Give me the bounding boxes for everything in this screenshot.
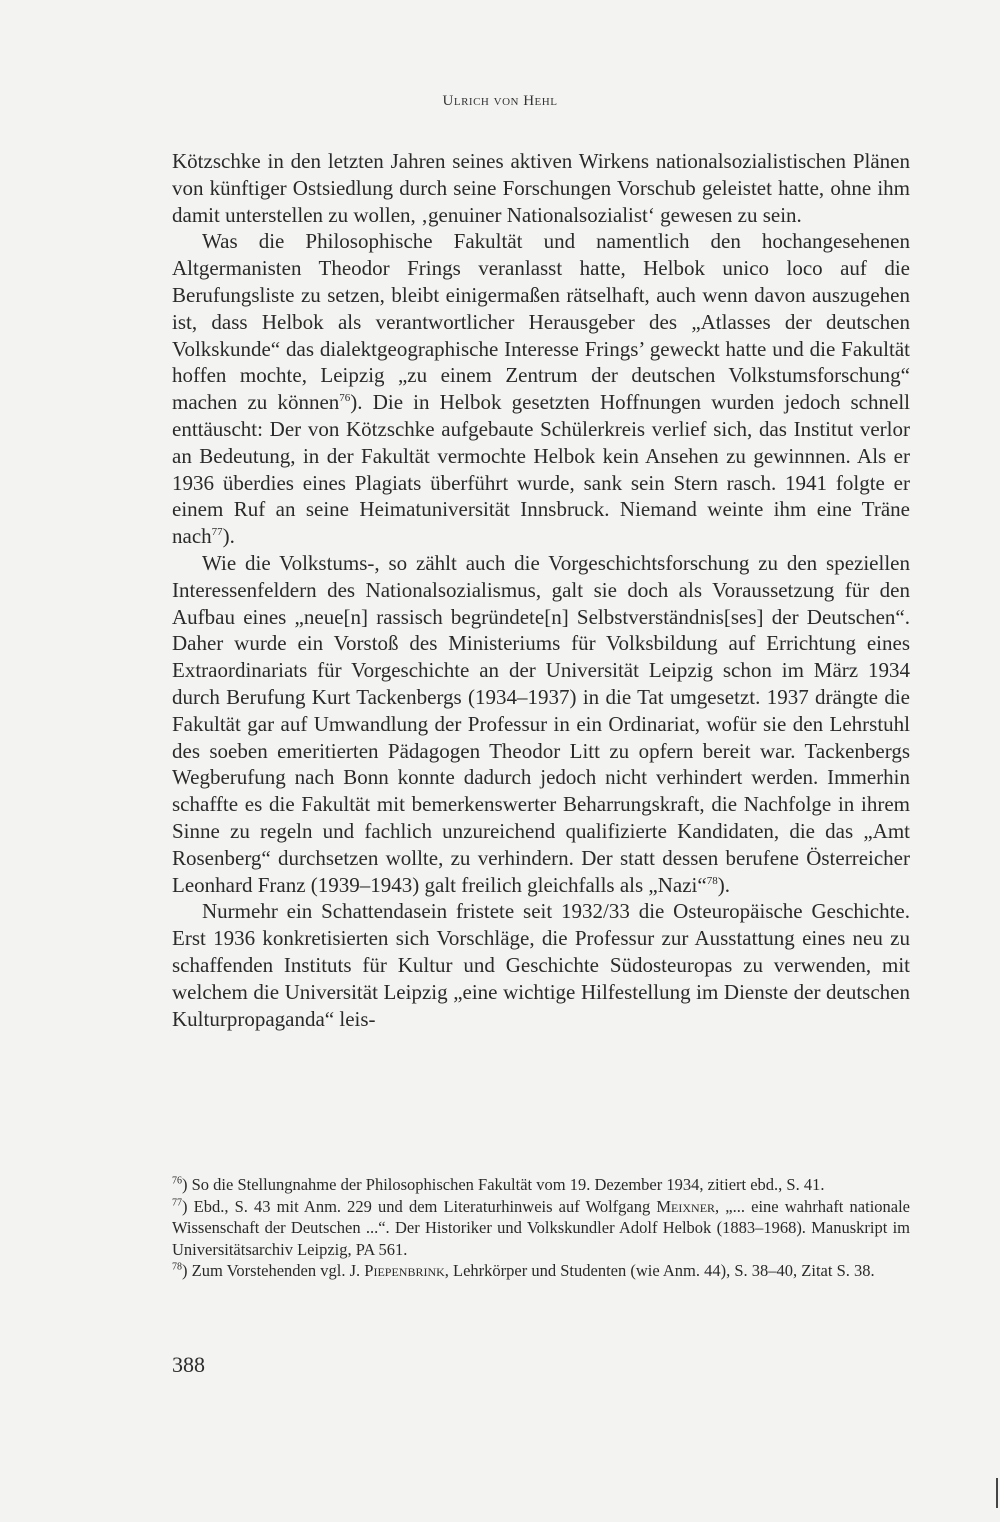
main-text <box>172 148 910 1032</box>
footnote-mark: 77 <box>172 1197 182 1208</box>
author-name: Piepenbrink <box>364 1261 445 1280</box>
footnote-text: Ebd., S. 43 mit Anm. 229 und dem Literaturhinweis auf Wolfgang <box>193 1196 657 1216</box>
paragraph-2-text-c: ). <box>222 524 235 549</box>
paragraph-3-text-a: Wie die Volkstums-, so zählt auch die Vorgeschichtsforschung zu den speziellen Interessenfeldern des Nationalsozialismus, galt sie doch als Voraussetzung für den Aufbau eines „neue[n] rassisch begründete[n] Selbstverständnis[ses] der Deutschen“. Daher wurde ein Vorstoß des Ministeriums für Volksbildung auf Errichtung eines Extraordinariats für Vorgeschichte an der Universität Leipzig schon im März 1934 durch Berufung Kurt Tackenbergs (1934–1937) in die Tat umgesetzt. 1937 drängte die Fakultät gar auf Umwandlung der Professur in ein Ordinariat, wofür sie den Lehrstuhl des soeben emeritierten Pädagogen Theodor Litt zu opfern bereit war. Tackenbergs Wegberufung nach Bonn konnte dadurch jedoch nicht verhindert werden. Immerhin schaffte es die Fakultät mit bemerkenswerter Beharrungskraft, die Nachfolge in ihrem Sinne zu regeln und fachlich unzureichend qualifizierte Kandidaten, die das „Amt Rosenberg“ durchsetzen wollte, zu verhindern. Der statt dessen berufene Österreicher Leonhard Franz (1939–1943) galt freilich gleichfalls als „Nazi“ <box>172 550 910 897</box>
footnotes <box>172 1174 910 1282</box>
author-name: Meixner <box>656 1196 716 1216</box>
footnote-mark: 76 <box>172 1175 182 1187</box>
footnote-ref-77[interactable]: 77 <box>211 526 223 539</box>
paragraph-1 <box>172 148 910 228</box>
footnote-77: $^{77}$) Ebd., S. 43 mit Anm. 229 und dem Literaturhinweis auf Wolfgang Meixner, „... eine wahrhaft nationale Wissenschaft der Deutschen ...“. Der Historiker und Volkskundler Adolf Helbok (1883–1968). Manuskript im Universitätsarchiv Leipzig, PA 561. <box>172 1196 911 1259</box>
running-head: Ulrich von Hehl <box>442 93 558 109</box>
page-number: 388 <box>172 1352 205 1377</box>
footnote-mark: 78 <box>172 1261 182 1273</box>
footnote-text: Zum Vorstehenden vgl. J. <box>191 1261 365 1280</box>
paragraph-2 <box>172 228 910 550</box>
footnote-text-cont: , „... eine wahrhaft nationale Wissenschaft der Deutschen ...“. Der Historiker und Volkskundler Adolf Helbok (1883–1968). Manuskript im Universitätsarchiv Leipzig, PA 561. <box>172 1196 911 1259</box>
footnote-76: $^{76}$) So die Stellungnahme der Philosophischen Fakultät vom 19. Dezember 1934, zitiert ebd., S. 41. <box>172 1175 825 1194</box>
footnote-78: $^{78}$) Zum Vorstehenden vgl. J. Piepenbrink, Lehrkörper und Studenten (wie Anm. 44), S. 38–40, Zitat S. 38. <box>172 1261 875 1280</box>
footnote-ref-76[interactable]: 76 <box>339 392 351 405</box>
paragraph-2-text-a: Was die Philosophische Fakultät und namentlich den hochangesehenen Altgermanisten Theodor Frings veranlasst hatte, Helbok unico loco auf die Berufungsliste zu setzen, bleibt einigermaßen rätselhaft, auch wenn davon auszugehen ist, dass Helbok als verantwortlicher Herausgeber des „Atlasses der deutschen Volkskunde“ das dialektgeographische Interesse Frings’ geweckt hatte und die Fakultät hoffen mochte, Leipzig „zu einem Zentrum der deutschen Volkstumsforschung“ machen zu können <box>172 229 910 415</box>
scan-edge-mark <box>996 1478 998 1508</box>
paragraph-2-text-b: ). Die in Helbok gesetzten Hoffnungen wurden jedoch schnell enttäuscht: Der von Kötzschke aufgebaute Schülerkreis verlief sich, das Institut verlor an Bedeutung, in der Fakultät vermochte Helbok kein Ansehen zu gewinnnen. Als er 1936 überdies eines Plagiats überführt wurde, sank sein Stern rasch. 1941 folgte er einem Ruf an seine Heimatuniversität Innsbruck. Niemand weinte ihm eine Träne nach <box>172 390 910 549</box>
paragraph-1-text: Kötzschke in den letzten Jahren seines aktiven Wirkens nationalsozialistischen Plänen von künftiger Ostsiedlung durch seine Forschungen Vorschub geleistet hatte, ohne ihm damit unterstellen zu wollen, ‚genuiner Nationalsozialist‘ gewesen zu sein. <box>172 149 910 227</box>
paragraph-3-text-b: ). <box>717 872 730 897</box>
footnote-text: So die Stellungnahme der Philosophischen Fakultät vom 19. Dezember 1934, zitiert ebd., S. 41. <box>191 1175 825 1194</box>
paragraph-4 <box>172 898 910 1032</box>
paragraph-3 <box>172 550 910 898</box>
paragraph-4-text: Nurmehr ein Schattendasein fristete seit 1932/33 die Osteuropäische Geschichte. Erst 1936 konkretisierten sich Vorschläge, die Professur zur Ausstattung eines neu zu schaffenden Instituts für Kultur und Geschichte Südosteuropas zu verwenden, mit welchem die Universität Leipzig „eine wichtige Hilfestellung im Dienste der deutschen Kulturpropaganda“ leis- <box>172 899 910 1031</box>
footnote-ref-78[interactable]: 78 <box>706 874 718 887</box>
footnote-text-cont: , Lehrkörper und Studenten (wie Anm. 44), S. 38–40, Zitat S. 38. <box>444 1261 875 1280</box>
